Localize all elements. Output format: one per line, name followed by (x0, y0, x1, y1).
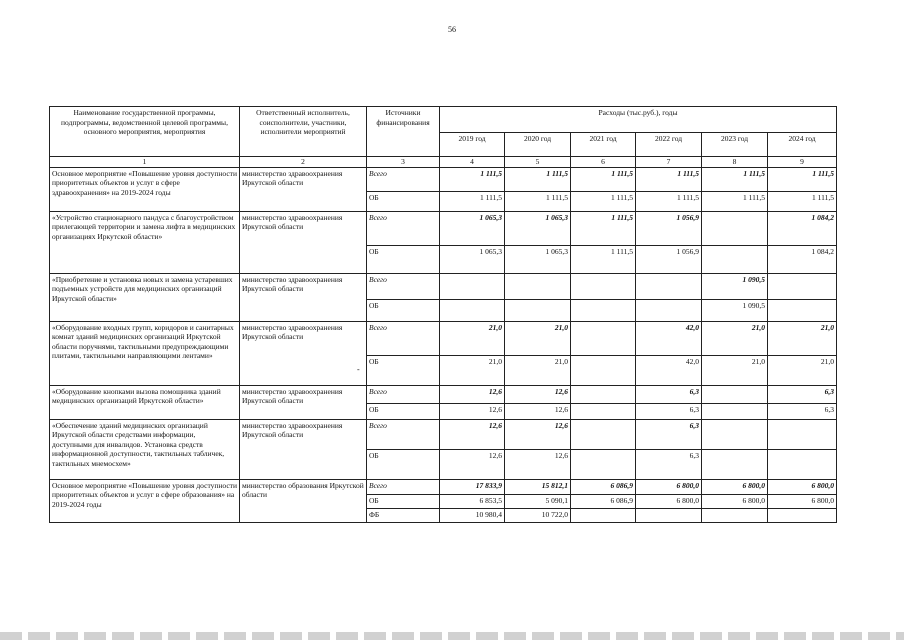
expense-value: 10 722,0 (505, 508, 571, 522)
expense-value (571, 508, 636, 522)
expense-value: 21,0 (505, 355, 571, 385)
activity-name: «Обеспечение зданий медицинских организаций Иркутской области средствами информации, доступными для инвалидов. Установка средств информационной доступности, тактильных табличек, тактильных мнемосхем» (50, 419, 240, 479)
activity-name: Основное мероприятие «Повышение уровня доступности приоритетных объектов и услуг в сфере здравоохранения» на 2019-2024 годы (50, 167, 240, 211)
expense-value: 1 090,5 (702, 299, 768, 321)
expense-value (571, 321, 636, 355)
executor-name: министерство здравоохранения Иркутской области (240, 385, 367, 419)
expense-value: 1 111,5 (505, 191, 571, 211)
header-executor: Ответственный исполнитель, соисполнители, участники, исполнители мероприятий (240, 107, 367, 157)
funding-source: ОБ (367, 403, 440, 419)
column-number: 4 (440, 157, 505, 168)
column-number: 2 (240, 157, 367, 168)
funding-source: ОБ (367, 191, 440, 211)
expense-value: 6 800,0 (702, 494, 768, 508)
expense-value: 1 111,5 (768, 167, 837, 191)
funding-source: Всего (367, 321, 440, 355)
expense-value: 1 065,3 (505, 211, 571, 245)
expense-value: 6 800,0 (636, 494, 702, 508)
expense-value: 6 800,0 (768, 479, 837, 494)
executor-name: министерство здравоохранения Иркутской области (240, 273, 367, 321)
expense-value: 1 111,5 (702, 191, 768, 211)
expense-value: 6 853,5 (440, 494, 505, 508)
expense-value: 17 833,9 (440, 479, 505, 494)
expense-value: 21,0 (702, 321, 768, 355)
expense-value (702, 449, 768, 479)
expense-value (702, 385, 768, 403)
expense-value: 12,6 (440, 449, 505, 479)
column-number: 7 (636, 157, 702, 168)
column-number: 6 (571, 157, 636, 168)
expense-value: 6 800,0 (768, 494, 837, 508)
expenses-table (49, 106, 837, 523)
expense-value: 1 111,5 (571, 245, 636, 273)
column-number: 9 (768, 157, 837, 168)
expense-value: 42,0 (636, 321, 702, 355)
activity-name: «Оборудование кнопками вызова помощника зданий медицинских организаций Иркутской области» (50, 385, 240, 419)
expense-value (768, 419, 837, 449)
expense-value: 1 111,5 (440, 167, 505, 191)
expense-value: 15 812,1 (505, 479, 571, 494)
expense-value (571, 449, 636, 479)
expense-value: 1 090,5 (702, 273, 768, 299)
header-year: 2019 год (440, 133, 505, 157)
expense-value: 42,0 (636, 355, 702, 385)
funding-source: Всего (367, 211, 440, 245)
expense-value: 21,0 (440, 321, 505, 355)
funding-source: ОБ (367, 449, 440, 479)
expense-value: 1 111,5 (636, 191, 702, 211)
expense-value (702, 419, 768, 449)
funding-source: Всего (367, 385, 440, 403)
table-row (50, 273, 837, 299)
expense-value: 10 980,4 (440, 508, 505, 522)
expense-value: 6,3 (768, 403, 837, 419)
expense-value (768, 508, 837, 522)
table-row (50, 385, 837, 403)
expense-value (571, 299, 636, 321)
expense-value: 1 111,5 (636, 167, 702, 191)
column-number: 8 (702, 157, 768, 168)
column-number: 1 (50, 157, 240, 168)
expense-value: 5 090,1 (505, 494, 571, 508)
executor-name: министерство здравоохранения Иркутской области (240, 167, 367, 211)
table-row (50, 479, 837, 494)
header-year: 2023 год (702, 133, 768, 157)
funding-source: Всего (367, 479, 440, 494)
stray-mark: - (357, 365, 360, 374)
activity-name: «Устройство стационарного пандуса с благоустройством прилегающей территории и замена лифта в медицинских организациях Иркутской области» (50, 211, 240, 273)
expense-value (768, 273, 837, 299)
expense-value: 1 056,9 (636, 211, 702, 245)
expense-value: 12,6 (440, 419, 505, 449)
expense-value (571, 419, 636, 449)
expense-value: 1 111,5 (571, 211, 636, 245)
funding-source: Всего (367, 273, 440, 299)
table-row (50, 167, 837, 191)
executor-name: министерство здравоохранения Иркутской области (240, 211, 367, 273)
expense-value: 1 111,5 (571, 191, 636, 211)
funding-source: ОБ (367, 494, 440, 508)
expense-value: 12,6 (505, 385, 571, 403)
funding-source: ОБ (367, 299, 440, 321)
funding-source: ОБ (367, 355, 440, 385)
expense-value: 12,6 (440, 385, 505, 403)
expense-value (636, 273, 702, 299)
expense-value (440, 299, 505, 321)
expense-value: 6 086,9 (571, 479, 636, 494)
scan-edge-strip (0, 632, 904, 640)
column-number: 3 (367, 157, 440, 168)
expense-value: 21,0 (768, 321, 837, 355)
executor-name: министерство образования Иркутской области (240, 479, 367, 522)
expense-value: 1 111,5 (768, 191, 837, 211)
funding-source: Всего (367, 419, 440, 449)
expense-value (571, 273, 636, 299)
expense-value (702, 245, 768, 273)
expense-value: 21,0 (505, 321, 571, 355)
expense-value (636, 508, 702, 522)
executor-name: министерство здравоохранения Иркутской области (240, 419, 367, 479)
column-numbers-row (50, 157, 837, 168)
expense-value: 1 065,3 (440, 245, 505, 273)
header-name: Наименование государственной программы, подпрограммы, ведомственной целевой программы, основного мероприятия, мероприятия (50, 107, 240, 157)
expense-value (505, 273, 571, 299)
expense-value: 1 111,5 (702, 167, 768, 191)
expense-value (702, 211, 768, 245)
expense-value (702, 508, 768, 522)
expense-value (505, 299, 571, 321)
expense-value: 21,0 (440, 355, 505, 385)
header-year: 2020 год (505, 133, 571, 157)
table-row (50, 211, 837, 245)
expense-value (636, 299, 702, 321)
expense-value: 1 065,3 (505, 245, 571, 273)
expense-value: 12,6 (505, 419, 571, 449)
expense-value: 6 800,0 (636, 479, 702, 494)
expense-value: 6 800,0 (702, 479, 768, 494)
table-row (50, 419, 837, 449)
expense-value: 1 084,2 (768, 245, 837, 273)
activity-name: «Оборудование входных групп, коридоров и санитарных комнат зданий медицинских организаций Иркутской области поручнями, тактильными предупреждающими плитами, тактильными направляющими лентами» (50, 321, 240, 385)
funding-source: ОБ (367, 245, 440, 273)
page-number: 56 (448, 25, 456, 34)
expense-value: 1 084,2 (768, 211, 837, 245)
expense-value: 1 111,5 (440, 191, 505, 211)
expense-value: 1 111,5 (571, 167, 636, 191)
expense-value: 1 111,5 (505, 167, 571, 191)
header-year: 2021 год (571, 133, 636, 157)
expense-value (702, 403, 768, 419)
expense-value: 12,6 (505, 449, 571, 479)
funding-source: Всего (367, 167, 440, 191)
header-year: 2024 год (768, 133, 837, 157)
expense-value: 6,3 (636, 449, 702, 479)
expense-value: 1 065,3 (440, 211, 505, 245)
expense-value (571, 355, 636, 385)
header-source: Источники финансирования (367, 107, 440, 157)
expense-value: 12,6 (440, 403, 505, 419)
expense-value (440, 273, 505, 299)
column-number: 5 (505, 157, 571, 168)
expense-value: 6,3 (768, 385, 837, 403)
table-row (50, 321, 837, 355)
header-year: 2022 год (636, 133, 702, 157)
expense-value: 6,3 (636, 403, 702, 419)
expense-value: 6,3 (636, 419, 702, 449)
expense-value: 1 056,9 (636, 245, 702, 273)
header-expenses: Расходы (тыс.руб.), годы (440, 107, 837, 133)
expense-value: 21,0 (768, 355, 837, 385)
expense-value: 21,0 (702, 355, 768, 385)
executor-name: министерство здравоохранения Иркутской области (240, 321, 367, 385)
expense-value: 12,6 (505, 403, 571, 419)
activity-name: Основное мероприятие «Повышение уровня доступности приоритетных объектов и услуг в сфере образования» на 2019-2024 годы (50, 479, 240, 522)
expense-value (768, 449, 837, 479)
expense-value: 6 086,9 (571, 494, 636, 508)
expense-value (571, 385, 636, 403)
activity-name: «Приобретение и установка новых и замена устаревших подъемных устройств для медицинских организаций Иркутской области» (50, 273, 240, 321)
expense-value (768, 299, 837, 321)
expense-value (571, 403, 636, 419)
expense-value: 6,3 (636, 385, 702, 403)
funding-source: ФБ (367, 508, 440, 522)
